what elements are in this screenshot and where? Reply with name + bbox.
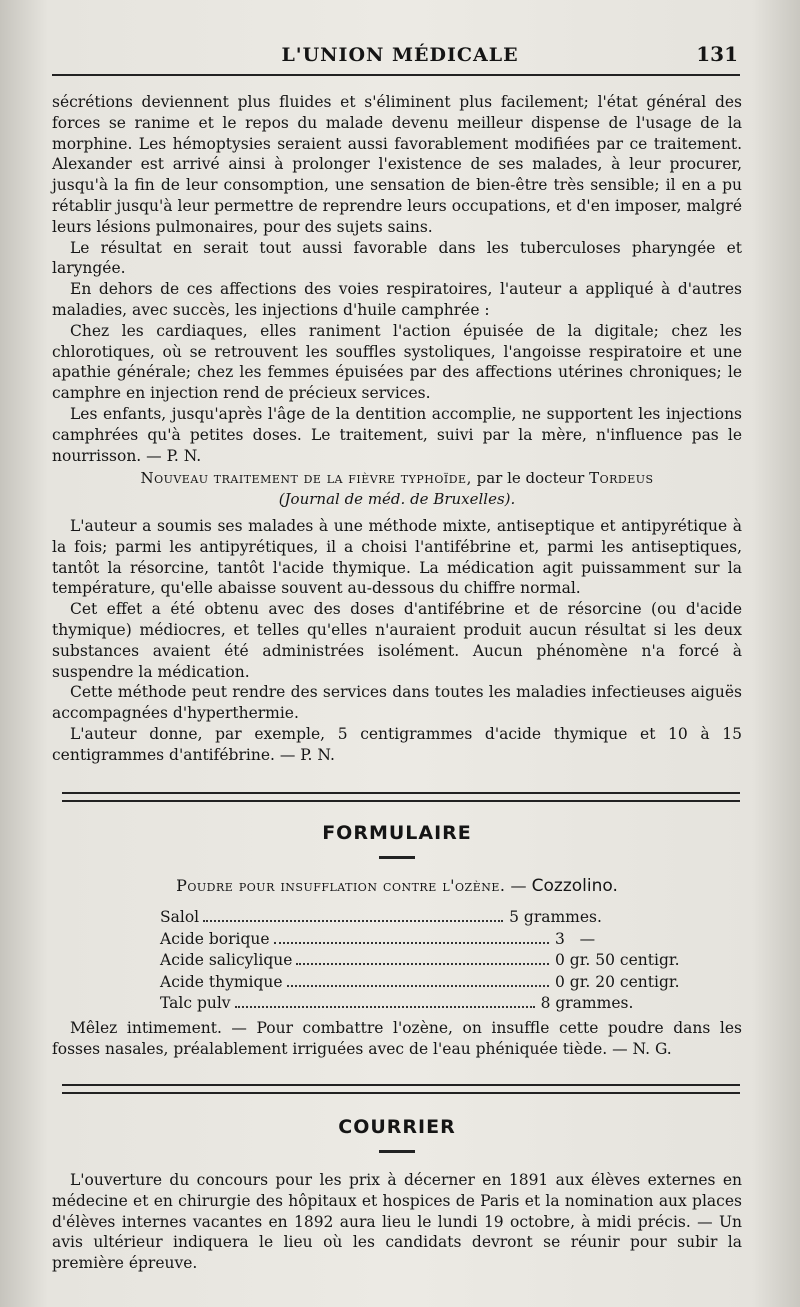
ingredient-row	[160, 994, 720, 1016]
article-title-text: Nouveau traitement de la fièvre typhoïde,	[140, 469, 472, 487]
ingredient-quantity: 0 gr. 50 centigr.	[555, 951, 680, 969]
ingredient-name: Acide thymique	[160, 972, 283, 991]
ingredient-name: Salol	[160, 908, 200, 926]
paragraph: Cet effet a été obtenu avec des doses d'antifébrine et de résorcine (ou d'acide thymique) médiocres, et telles qu'elles n'auraient produit aucun résultat si les deux substances avaient été administrées isolément. Aucun phénomène n'a forcé à suspendre la médication.	[52, 600, 742, 681]
page-number: 131	[696, 42, 738, 66]
dot-leader	[287, 984, 549, 987]
ingredient-name: Acide salicylique	[160, 951, 293, 969]
ingredient-quantity: 8 grammes.	[540, 994, 634, 1012]
heading-underline	[379, 856, 415, 859]
paragraph: Chez les cardiaques, elles raniment l'action épuisée de la digitale; chez les chlorotiques, où se retrouvent les souffles systoliques, l'angoisse respiratoire et une apathie générale; chez les femmes épuisées par des affections utérines chroniques; le camphre en injection rend de précieux services.	[52, 321, 742, 403]
paragraph: sécrétions deviennent plus fluides et s'éliminent plus facilement; l'état général des forces se ranime et le repos du malade devenu meilleur dispense de l'usage de la morphine. Les hémoptysies seraient aussi favorablement modifiées par ce traitement. Alexander est arrivé ainsi à prolonger l'existence de ses malades, à leur procurer, jusqu'à la fin de leur consomption, une sensation de bien-être très sensible; il en a pu rétablir jusqu'à leur permettre de reprendre leurs occupations, et d'en imposer, malgré leurs lésions pulmonaires, pour des sujets sains.	[52, 93, 742, 236]
ingredient-quantity: 0 gr. 20 centigr.	[555, 972, 680, 991]
paragraph: L'auteur a soumis ses malades à une méthode mixte, antiseptique et antipyrétique à la fois; parmi les antipyrétiques, il a choisi l'antifébrine et, parmi les antiseptiques, tantôt la résorcine, tantôt l'acide thymique. La médication agit puissamment sur la température, qu'elle abaisse souvent au-dessous du chiffre normal.	[52, 517, 742, 598]
paragraph: L'ouverture du concours pour les prix à décerner en 1891 aux élèves externes en médecine et en chirurgie des hôpitaux et hospices de Paris et la nomination aux places d'élèves internes vacantes en 1892 aura lieu le lundi 19 octobre, à midi précis. — Un avis ultérieur indiquera le lieu où les candidats devront se réunir pour subir la première épreuve.	[52, 1171, 742, 1273]
ingredient-row	[160, 951, 720, 973]
article-source: (Journal de méd. de Bruxelles).	[278, 490, 516, 508]
paragraph: Les enfants, jusqu'après l'âge de la dentition accomplie, ne supportent les injections camphrées qu'à petites doses. Le traitement, suivi par la mère, n'influence pas le nourrisson. — P. N.	[52, 404, 742, 465]
camphor-article-continuation	[52, 92, 742, 466]
ingredient-name: Talc pulv	[160, 994, 231, 1012]
recipe-instructions: Mêlez intimement. — Pour combattre l'ozène, on insuffle cette poudre dans les fosses nasales, préalablement irriguées avec de l'eau phéniquée tiède. — N. G.	[52, 1019, 742, 1058]
recipe-title	[52, 876, 742, 896]
courrier-article	[52, 1170, 742, 1274]
ingredient-list	[160, 908, 720, 1016]
ingredient-quantity: 5 grammes.	[509, 908, 602, 926]
typhoid-article	[52, 516, 742, 766]
section-divider	[62, 792, 740, 802]
paragraph: Cette méthode peut rendre des services dans toutes les maladies infectieuses aiguës accompagnées d'hyperthermie.	[52, 683, 742, 723]
recipe-author: Cozzolino.	[531, 876, 618, 896]
ingredient-row	[160, 930, 720, 952]
dot-leader	[203, 919, 503, 922]
ingredient-name: Acide borique	[160, 929, 270, 948]
dot-leader	[296, 962, 549, 965]
heading-underline	[379, 1150, 415, 1153]
dot-leader	[235, 1005, 535, 1008]
formulaire-heading: FORMULAIRE	[322, 822, 472, 844]
paragraph: En dehors de ces affections des voies respiratoires, l'auteur a appliqué à d'autres maladies, avec succès, les injections d'huile camphrée :	[52, 280, 742, 319]
ingredient-row	[160, 908, 720, 930]
article-title	[52, 468, 742, 489]
running-head	[50, 42, 750, 72]
section-divider	[62, 1084, 740, 1094]
article-title-by: par le docteur	[471, 469, 590, 487]
courrier-heading: COURRIER	[338, 1116, 456, 1138]
recipe-instructions-block	[52, 1018, 742, 1060]
header-rule	[52, 74, 740, 76]
article-author: Tordeus	[589, 469, 654, 487]
recipe-name: Poudre pour insufflation contre l'ozène.	[176, 876, 506, 895]
recipe-dash: —	[505, 876, 532, 895]
dot-leader	[274, 941, 549, 944]
paragraph: Le résultat en serait tout aussi favorable dans les tuberculoses pharyngée et laryngée.	[52, 238, 742, 278]
ingredient-quantity: 3 —	[555, 929, 596, 948]
paragraph: L'auteur donne, par exemple, 5 centigrammes d'acide thymique et 10 à 15 centigrammes d'antifébrine. — P. N.	[52, 724, 742, 764]
journal-title: L'UNION MÉDICALE	[281, 44, 519, 66]
ingredient-row	[160, 973, 720, 995]
